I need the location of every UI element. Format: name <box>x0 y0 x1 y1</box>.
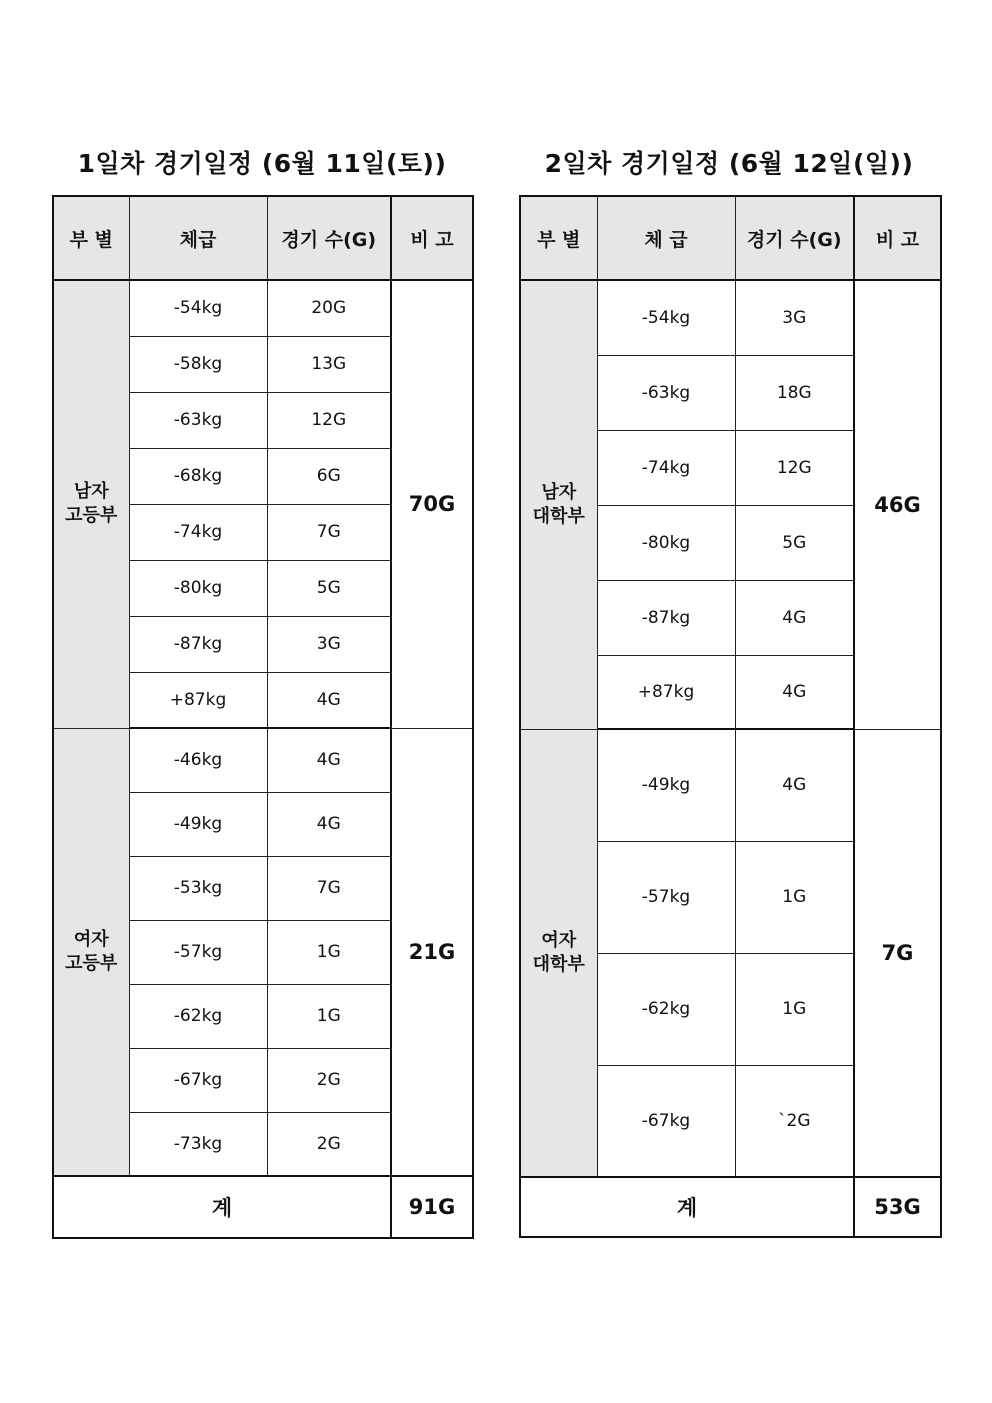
subtotal-cell: 46G <box>854 280 941 729</box>
games-cell: 12G <box>267 392 391 448</box>
header-game-count: 경기 수(G) <box>267 196 391 280</box>
division-gender: 남자 <box>73 481 109 503</box>
division-gender: 남자 <box>541 481 577 503</box>
division-cell <box>520 280 597 729</box>
day1-schedule-table <box>52 195 474 1239</box>
division-level: 고등부 <box>65 505 118 527</box>
weight-cell: -63kg <box>129 392 267 448</box>
division-gender: 여자 <box>73 928 109 950</box>
games-cell: 1G <box>267 984 391 1048</box>
games-cell: 4G <box>735 655 854 729</box>
games-cell: 20G <box>267 280 391 336</box>
games-cell: 4G <box>267 728 391 792</box>
division-level: 대학부 <box>532 505 585 527</box>
weight-cell: -54kg <box>129 280 267 336</box>
weight-cell: -73kg <box>129 1112 267 1176</box>
total-label: 계 <box>520 1177 854 1237</box>
day2-schedule-table <box>519 195 942 1238</box>
header-game-count: 경기 수(G) <box>735 196 854 280</box>
division-cell <box>53 280 129 728</box>
division-gender: 여자 <box>541 929 577 951</box>
games-cell: 2G <box>267 1112 391 1176</box>
weight-cell: -68kg <box>129 448 267 504</box>
total-value: 53G <box>854 1177 941 1237</box>
weight-cell: -57kg <box>597 841 735 953</box>
header-division: 부 별 <box>520 196 597 280</box>
games-cell: 4G <box>735 580 854 655</box>
weight-cell: -62kg <box>597 953 735 1065</box>
division-cell <box>520 729 597 1177</box>
games-cell: 3G <box>735 280 854 355</box>
subtotal-cell: 21G <box>391 728 473 1176</box>
games-cell: 1G <box>267 920 391 984</box>
weight-cell: -87kg <box>129 616 267 672</box>
weight-cell: -80kg <box>129 560 267 616</box>
header-weight-class: 체 급 <box>597 196 735 280</box>
games-cell: 1G <box>735 841 854 953</box>
day1-title: 1일차 경기일정 (6월 11일(토)) <box>77 149 447 178</box>
weight-cell: -74kg <box>597 430 735 505</box>
subtotal-cell: 7G <box>854 729 941 1177</box>
weight-cell: -58kg <box>129 336 267 392</box>
header-weight-class: 체급 <box>129 196 267 280</box>
division-level: 대학부 <box>532 953 585 975</box>
total-value: 91G <box>391 1176 473 1238</box>
weight-cell: -57kg <box>129 920 267 984</box>
weight-cell: -53kg <box>129 856 267 920</box>
weight-cell: -46kg <box>129 728 267 792</box>
games-cell: 5G <box>267 560 391 616</box>
weight-cell: -67kg <box>129 1048 267 1112</box>
header-division: 부 별 <box>53 196 129 280</box>
weight-cell: -54kg <box>597 280 735 355</box>
games-cell: `2G <box>735 1065 854 1177</box>
weight-cell: +87kg <box>597 655 735 729</box>
games-cell: 4G <box>267 792 391 856</box>
division-level: 고등부 <box>65 952 118 974</box>
weight-cell: -67kg <box>597 1065 735 1177</box>
division-cell <box>53 728 129 1176</box>
subtotal-cell: 70G <box>391 280 473 728</box>
weight-cell: -49kg <box>129 792 267 856</box>
weight-cell: -87kg <box>597 580 735 655</box>
header-note: 비 고 <box>391 196 473 280</box>
games-cell: 7G <box>267 856 391 920</box>
weight-cell: -74kg <box>129 504 267 560</box>
games-cell: 4G <box>267 672 391 728</box>
weight-cell: -80kg <box>597 505 735 580</box>
games-cell: 4G <box>735 729 854 841</box>
games-cell: 18G <box>735 355 854 430</box>
games-cell: 3G <box>267 616 391 672</box>
games-cell: 12G <box>735 430 854 505</box>
header-note: 비 고 <box>854 196 941 280</box>
games-cell: 5G <box>735 505 854 580</box>
games-cell: 7G <box>267 504 391 560</box>
games-cell: 2G <box>267 1048 391 1112</box>
weight-cell: -63kg <box>597 355 735 430</box>
total-label: 계 <box>53 1176 391 1238</box>
day2-title: 2일차 경기일정 (6월 12일(일)) <box>544 149 914 178</box>
games-cell: 13G <box>267 336 391 392</box>
weight-cell: -62kg <box>129 984 267 1048</box>
games-cell: 6G <box>267 448 391 504</box>
games-cell: 1G <box>735 953 854 1065</box>
weight-cell: -49kg <box>597 729 735 841</box>
weight-cell: +87kg <box>129 672 267 728</box>
